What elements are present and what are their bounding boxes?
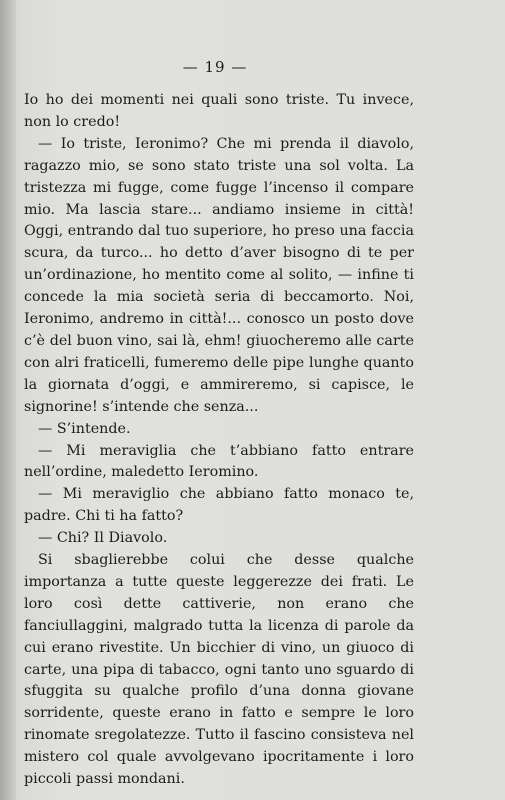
paragraph: — Mi meraviglio che abbiano fatto monaco te, padre. Chi ti ha fatto? [24,486,414,525]
paragraph: — Io triste, Ieronimo? Che mi prenda il diavolo, ragazzo mio, se sono stato triste una sol volta. La tristezza mi fugge, come fugge l’incenso il compare mio. Ma lascia stare... andiamo insieme in città! Oggi, entrando dal tuo superiore, ho preso una faccia scura, da turco... ho detto d’aver bisogno di te per un’ordinazione, ho mentito come al solito, — infine ti concede la mia società seria di beccamorto. Noi, Ieronimo, andremo in città!... conosco un posto dove c’è del buon vino, sai là, ehm! giuocheremo alle carte con alri fraticelli, fumeremo delle pipe lunghe quanto la giornata d’oggi, e ammireremo, si capisce, le signorine! s’intende che senza... [24,135,414,415]
paragraph: Si sbaglierebbe colui che desse qualche importanza a tutte queste leggerezze dei frati. Le loro così dette cattiverie, non erano che fanciullaggini, malgrado tutta la licenza di parole da cui erano rivestite. Un bicchier di vino, un giuoco di carte, una pipa di tabacco, ogni tanto uno sguardo di sfuggita su qualche profilo d’una donna giovane sorridente, queste erano in fatto e sempre le loro rinomate sregolatezze. Tutto il fascino consisteva nel mistero col quale avvolgevano ipocritamente i loro piccoli passi mondani. [24,552,414,788]
paragraph: — S’intende. [38,420,131,437]
paragraph: Io ho dei momenti nei quali sono triste. Tu invece, non lo credo! [24,92,414,130]
paragraph: — Mi meraviglia che t’abbiano fatto entrare nell’ordine, maledetto Ieromino. [24,442,414,481]
page-number: — 19 — [182,58,248,76]
page-binding-edge [0,0,16,800]
text-body [24,90,414,791]
paragraph: — Chi? Il Diavolo. [38,530,168,547]
